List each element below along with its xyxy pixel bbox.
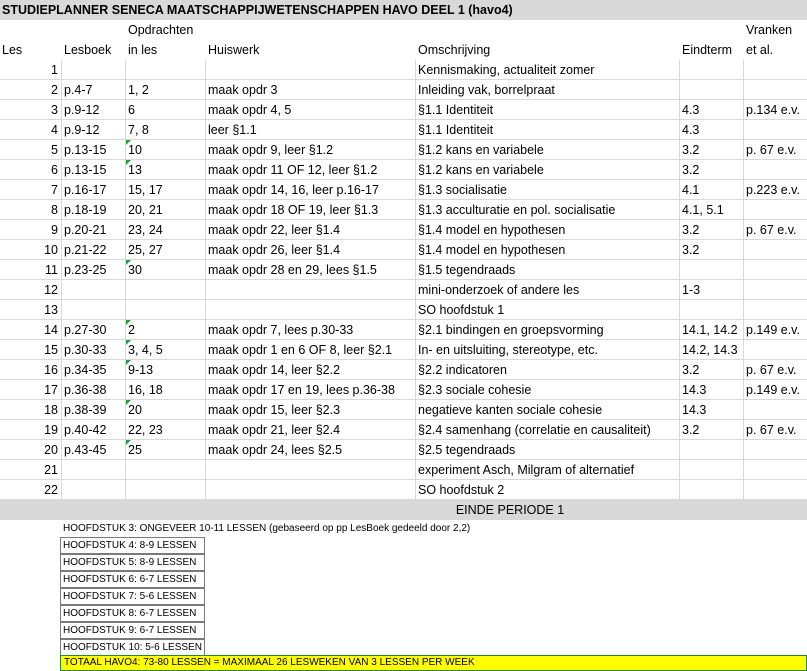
cell-omschrijving[interactable]: §1.2 kans en variabele	[418, 143, 544, 157]
cell-lesboek[interactable]: p.13-15	[64, 163, 107, 177]
note-hoofdstuk-4: HOOFDSTUK 4: 8-9 LESSEN	[63, 540, 197, 551]
note-box[interactable]	[60, 605, 205, 622]
cell-huiswerk[interactable]: maak opdr 15, leer §2.3	[208, 403, 341, 417]
cell-eindterm[interactable]: 4.3	[682, 123, 700, 137]
cell-omschrijving[interactable]: Inleiding vak, borrelpraat	[418, 83, 555, 97]
cell-les[interactable]: 18	[44, 403, 58, 417]
cell-vranken[interactable]: p.223 e.v.	[746, 183, 800, 197]
note-hoofdstuk-3[interactable]: HOOFDSTUK 3: ONGEVEER 10-11 LESSEN (gebaseerd op pp LesBoek gedeeld door 2,2)	[63, 523, 471, 534]
table-row	[0, 60, 807, 80]
cell-huiswerk[interactable]: maak opdr 24, lees §2.5	[208, 443, 343, 457]
table-row	[0, 460, 807, 480]
comment-marker-icon	[126, 400, 131, 405]
header-opdrachten-bottom[interactable]: in les	[128, 43, 158, 57]
cell-les[interactable]: 10	[44, 243, 58, 257]
comment-marker-icon	[126, 440, 131, 445]
cell-vranken[interactable]: p. 67 e.v.	[746, 223, 797, 237]
cell-les[interactable]: 2	[51, 83, 58, 97]
comment-marker-icon	[126, 260, 131, 265]
table-row	[0, 120, 807, 140]
cell-omschrijving[interactable]: §2.1 bindingen en groepsvorming	[418, 323, 604, 337]
cell-les[interactable]: 17	[44, 383, 58, 397]
cell-huiswerk[interactable]: maak opdr 14, leer §2.2	[208, 363, 341, 377]
cell-opdrachten[interactable]: 23, 24	[128, 223, 163, 237]
cell-huiswerk[interactable]: maak opdr 4, 5	[208, 103, 292, 117]
cell-omschrijving[interactable]: In- en uitsluiting, stereotype, etc.	[418, 343, 598, 357]
cell-vranken[interactable]: p. 67 e.v.	[746, 143, 797, 157]
cell-huiswerk[interactable]: maak opdr 1 en 6 OF 8, leer §2.1	[208, 343, 393, 357]
note-hoofdstuk-7: HOOFDSTUK 7: 5-6 LESSEN	[63, 591, 197, 602]
cell-eindterm[interactable]: 3.2	[682, 363, 700, 377]
table-row	[0, 360, 807, 380]
cell-les[interactable]: 3	[51, 103, 58, 117]
cell-opdrachten[interactable]: 22, 23	[128, 423, 163, 437]
cell-lesboek[interactable]: p.30-33	[64, 343, 107, 357]
note-box[interactable]	[60, 622, 205, 639]
cell-huiswerk[interactable]: maak opdr 22, leer §1.4	[208, 223, 341, 237]
table-row	[0, 180, 807, 200]
cell-omschrijving[interactable]: SO hoofdstuk 2	[418, 483, 505, 497]
cell-omschrijving[interactable]: §2.5 tegendraads	[418, 443, 516, 457]
cell-vranken[interactable]: p.149 e.v.	[746, 383, 800, 397]
cell-les[interactable]: 15	[44, 343, 58, 357]
cell-omschrijving[interactable]: Kennismaking, actualiteit zomer	[418, 63, 595, 77]
table-row	[0, 280, 807, 300]
cell-huiswerk[interactable]: maak opdr 21, leer §2.4	[208, 423, 341, 437]
cell-omschrijving[interactable]: §2.3 sociale cohesie	[418, 383, 532, 397]
note-box[interactable]	[60, 588, 205, 605]
cell-lesboek[interactable]: p.18-19	[64, 203, 107, 217]
cell-lesboek[interactable]: p.43-45	[64, 443, 107, 457]
cell-eindterm[interactable]: 3.2	[682, 163, 700, 177]
cell-omschrijving[interactable]: §2.2 indicatoren	[418, 363, 507, 377]
note-hoofdstuk-9: HOOFDSTUK 9: 6-7 LESSEN	[63, 625, 197, 636]
cell-opdrachten[interactable]: 9-13	[128, 363, 154, 377]
cell-lesboek[interactable]: p.21-22	[64, 243, 107, 257]
cell-opdrachten[interactable]: 16, 18	[128, 383, 163, 397]
table-row	[0, 380, 807, 400]
comment-marker-icon	[126, 320, 131, 325]
cell-les[interactable]: 19	[44, 423, 58, 437]
header-eindterm[interactable]: Eindterm	[682, 43, 733, 57]
cell-opdrachten[interactable]: 20	[128, 403, 142, 417]
note-hoofdstuk-10: HOOFDSTUK 10: 5-6 LESSEN	[63, 642, 202, 653]
cell-opdrachten[interactable]: 2	[128, 323, 135, 337]
cell-eindterm[interactable]: 3.2	[682, 223, 700, 237]
cell-les[interactable]: 14	[44, 323, 58, 337]
table-row	[0, 480, 807, 500]
cell-les[interactable]: 1	[51, 63, 58, 77]
cell-omschrijving[interactable]: experiment Asch, Milgram of alternatief	[418, 463, 635, 477]
header-huiswerk[interactable]: Huiswerk	[208, 43, 260, 57]
cell-eindterm[interactable]: 14.3	[682, 383, 707, 397]
cell-lesboek[interactable]: p.40-42	[64, 423, 107, 437]
comment-marker-icon	[126, 340, 131, 345]
header-vranken-top[interactable]: Vranken	[746, 23, 793, 37]
cell-huiswerk[interactable]: maak opdr 26, leer §1.4	[208, 243, 341, 257]
header-row-1	[0, 20, 807, 40]
header-row-2	[0, 40, 807, 60]
table-row	[0, 340, 807, 360]
cell-opdrachten[interactable]: 10	[128, 143, 142, 157]
cell-lesboek[interactable]: p.34-35	[64, 363, 107, 377]
cell-les[interactable]: 11	[45, 263, 58, 277]
note-hoofdstuk-8: HOOFDSTUK 8: 6-7 LESSEN	[63, 608, 197, 619]
cell-eindterm[interactable]: 14.1, 14.2	[682, 323, 738, 337]
cell-eindterm[interactable]: 4.3	[682, 103, 700, 117]
cell-les[interactable]: 20	[44, 443, 58, 457]
cell-omschrijving[interactable]: SO hoofdstuk 1	[418, 303, 505, 317]
cell-les[interactable]: 16	[44, 363, 58, 377]
note-box[interactable]	[60, 537, 205, 554]
einde-row	[0, 500, 807, 520]
comment-marker-icon	[126, 160, 131, 165]
cell-opdrachten[interactable]: 15, 17	[128, 183, 163, 197]
cell-lesboek[interactable]: p.20-21	[64, 223, 107, 237]
cell-lesboek[interactable]: p.23-25	[64, 263, 107, 277]
note-box[interactable]	[60, 571, 205, 588]
cell-lesboek[interactable]: p.9-12	[64, 103, 100, 117]
note-hoofdstuk-5: HOOFDSTUK 5: 8-9 LESSEN	[63, 557, 197, 568]
cell-huiswerk[interactable]: maak opdr 17 en 19, lees p.36-38	[208, 383, 395, 397]
cell-huiswerk[interactable]: leer §1.1	[208, 123, 257, 137]
total-banner[interactable]: TOTAAL HAVO4: 73-80 LESSEN = MAXIMAAL 26 LESWEKEN VAN 3 LESSEN PER WEEK	[60, 655, 807, 671]
cell-opdrachten[interactable]: 3, 4, 5	[128, 343, 163, 357]
cell-huiswerk[interactable]: maak opdr 7, lees p.30-33	[208, 323, 354, 337]
title-row	[0, 0, 807, 20]
table-row	[0, 420, 807, 440]
cell-lesboek[interactable]: p.36-38	[64, 383, 107, 397]
cell-huiswerk[interactable]: maak opdr 28 en 29, lees §1.5	[208, 263, 377, 277]
cell-vranken[interactable]: p. 67 e.v.	[746, 423, 797, 437]
table-row	[0, 80, 807, 100]
table-row	[0, 260, 807, 280]
cell-opdrachten[interactable]: 13	[128, 163, 142, 177]
cell-lesboek[interactable]: p.4-7	[64, 83, 93, 97]
header-lesboek[interactable]: Lesboek	[64, 43, 112, 57]
cell-eindterm[interactable]: 1-3	[682, 283, 701, 297]
note-hoofdstuk-6: HOOFDSTUK 6: 6-7 LESSEN	[63, 574, 197, 585]
note-box[interactable]	[60, 554, 205, 571]
cell-omschrijving[interactable]: §1.4 model en hypothesen	[418, 223, 566, 237]
cell-huiswerk[interactable]: maak opdr 14, 16, leer p.16-17	[208, 183, 379, 197]
cell-omschrijving[interactable]: §1.4 model en hypothesen	[418, 243, 566, 257]
note-box[interactable]	[60, 639, 205, 656]
header-opdrachten-top[interactable]: Opdrachten	[128, 23, 194, 37]
cell-huiswerk[interactable]: maak opdr 3	[208, 83, 278, 97]
table-row	[0, 100, 807, 120]
cell-omschrijving[interactable]: negatieve kanten sociale cohesie	[418, 403, 603, 417]
einde-periode[interactable]: EINDE PERIODE 1	[455, 503, 565, 517]
cell-omschrijving[interactable]: §1.3 acculturatie en pol. socialisatie	[418, 203, 616, 217]
comment-marker-icon	[126, 360, 131, 365]
cell-lesboek[interactable]: p.38-39	[64, 403, 107, 417]
cell-eindterm[interactable]: 14.2, 14.3	[682, 343, 738, 357]
cell-huiswerk[interactable]: maak opdr 9, leer §1.2	[208, 143, 334, 157]
cell-opdrachten[interactable]: 25	[128, 443, 142, 457]
cell-les[interactable]: 7	[51, 183, 58, 197]
table-row	[0, 300, 807, 320]
sheet-title[interactable]: STUDIEPLANNER SENECA MAATSCHAPPIJWETENSCHAPPEN HAVO DEEL 1 (havo4)	[2, 3, 513, 17]
cell-eindterm[interactable]: 14.3	[682, 403, 707, 417]
cell-vranken[interactable]: p. 67 e.v.	[746, 363, 797, 377]
cell-les[interactable]: 5	[51, 143, 58, 157]
cell-les[interactable]: 4	[51, 123, 58, 137]
cell-lesboek[interactable]: p.9-12	[64, 123, 100, 137]
cell-opdrachten[interactable]: 7, 8	[128, 123, 149, 137]
cell-eindterm[interactable]: 3.2	[682, 143, 700, 157]
cell-les[interactable]: 12	[44, 283, 58, 297]
cell-opdrachten[interactable]: 20, 21	[128, 203, 163, 217]
cell-omschrijving[interactable]: §1.3 socialisatie	[418, 183, 507, 197]
table-row	[0, 400, 807, 420]
header-les[interactable]: Les	[2, 43, 23, 57]
cell-lesboek[interactable]: p.13-15	[64, 143, 107, 157]
cell-lesboek[interactable]: p.16-17	[64, 183, 107, 197]
cell-les[interactable]: 6	[51, 163, 58, 177]
cell-omschrijving[interactable]: mini-onderzoek of andere les	[418, 283, 580, 297]
comment-marker-icon	[126, 140, 131, 145]
cell-eindterm[interactable]: 3.2	[682, 243, 700, 257]
cell-opdrachten[interactable]: 1, 2	[128, 83, 149, 97]
table-row	[0, 320, 807, 340]
table-row	[0, 440, 807, 460]
header-omschrijving[interactable]: Omschrijving	[418, 43, 491, 57]
note-row	[0, 520, 807, 537]
cell-les[interactable]: 9	[51, 223, 58, 237]
table-row	[0, 220, 807, 240]
cell-les[interactable]: 21	[44, 463, 58, 477]
cell-vranken[interactable]: p.149 e.v.	[746, 323, 800, 337]
cell-les[interactable]: 8	[51, 203, 58, 217]
table-row	[0, 160, 807, 180]
cell-omschrijving[interactable]: §1.5 tegendraads	[418, 263, 516, 277]
table-row	[0, 140, 807, 160]
cell-lesboek[interactable]: p.27-30	[64, 323, 107, 337]
cell-les[interactable]: 13	[44, 303, 58, 317]
cell-opdrachten[interactable]: 25, 27	[128, 243, 163, 257]
header-vranken-bottom[interactable]: et al.	[746, 43, 774, 57]
table-row	[0, 240, 807, 260]
table-row	[0, 200, 807, 220]
cell-eindterm[interactable]: 4.1	[682, 183, 700, 197]
cell-huiswerk[interactable]: maak opdr 11 OF 12, leer §1.2	[208, 163, 378, 177]
cell-opdrachten[interactable]: 6	[128, 103, 135, 117]
cell-huiswerk[interactable]: maak opdr 18 OF 19, leer §1.3	[208, 203, 379, 217]
cell-omschrijving[interactable]: §2.4 samenhang (correlatie en causaliteit)	[418, 423, 651, 437]
cell-opdrachten[interactable]: 30	[128, 263, 142, 277]
cell-les[interactable]: 22	[44, 483, 58, 497]
cell-omschrijving[interactable]: §1.1 Identiteit	[418, 123, 494, 137]
cell-omschrijving[interactable]: §1.1 Identiteit	[418, 103, 494, 117]
cell-eindterm[interactable]: 3.2	[682, 423, 700, 437]
cell-eindterm[interactable]: 4.1, 5.1	[682, 203, 724, 217]
cell-omschrijving[interactable]: §1.2 kans en variabele	[418, 163, 544, 177]
cell-vranken[interactable]: p.134 e.v.	[746, 103, 800, 117]
